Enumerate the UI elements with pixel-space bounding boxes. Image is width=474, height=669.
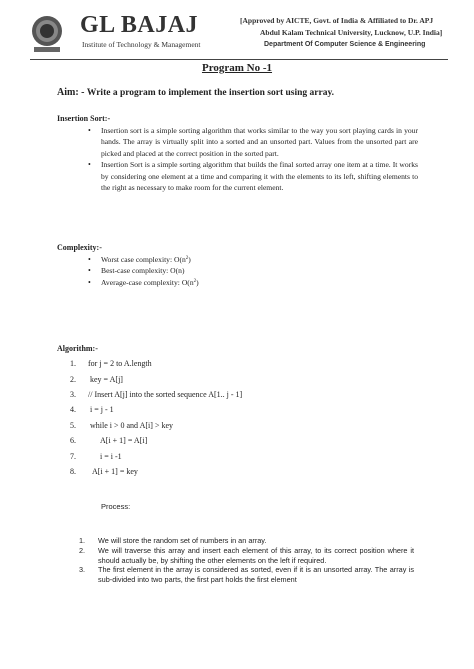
step-number: 4. — [70, 405, 76, 414]
institution-header — [30, 14, 448, 56]
insertion-sort-list — [88, 125, 418, 193]
complexity-close: ) — [196, 277, 199, 287]
step-number: 8. — [70, 467, 76, 476]
bullet-icon: • — [88, 266, 91, 276]
bullet-icon: • — [88, 277, 91, 287]
item-number: 3. — [79, 565, 86, 575]
university-text: Abdul Kalam Technical University, Lucknow, U.P. India] — [260, 28, 443, 37]
complexity-exponent: 2 — [185, 256, 189, 261]
complexity-heading: Complexity:- — [57, 243, 102, 252]
step-text: i = j - 1 — [90, 405, 114, 414]
header-divider — [30, 59, 448, 60]
institute-name: Institute of Technology & Management — [82, 40, 201, 49]
item-number: 2. — [79, 545, 86, 555]
approval-text: [Approved by AICTE, Govt. of India & Affiliated to Dr. APJ — [240, 16, 434, 25]
step-number: 2. — [70, 375, 76, 384]
list-item — [88, 125, 418, 159]
aim-label: Aim — [57, 87, 76, 98]
process-heading: Process: — [101, 502, 131, 511]
complexity-exponent: 2 — [193, 278, 197, 284]
complexity-text: Average-case complexity: O(n — [101, 277, 194, 287]
list-item — [88, 254, 418, 265]
bullet-icon: • — [88, 126, 91, 135]
list-item — [79, 565, 414, 585]
bullet-icon: • — [88, 255, 91, 264]
list-item — [79, 536, 414, 546]
algorithm-heading: Algorithm:- — [57, 344, 98, 353]
aim-text: Write a program to implement the insertion sort using array. — [86, 88, 335, 98]
step-number: 1. — [70, 359, 76, 368]
bullet-text: Insertion sort is a simple sorting algorithm that works similar to the way you sort playing cards in your hands. The array is virtually split into a sorted and an unsorted part. Values from the unsorted part are picked and placed at the correct position in the sorted part. — [101, 126, 418, 158]
complexity-text: Best-case complexity: O(n) — [101, 266, 185, 276]
aim-separator: : - — [75, 87, 85, 98]
program-title: Program No -1 — [201, 62, 273, 74]
step-number: 6. — [70, 436, 76, 445]
item-text: We will traverse this array and insert each element of this array, to its correct position where it should actually be, by shifting the other elements on the left if required. — [98, 545, 414, 565]
institute-brand: GL BAJAJ — [80, 12, 199, 38]
step-number: 5. — [70, 421, 76, 430]
step-text: A[i + 1] = key — [92, 467, 138, 476]
step-text: // Insert A[j] into the sorted sequence A[1.. j - 1] — [88, 390, 243, 399]
step-text: A[i + 1] = A[i] — [100, 436, 148, 445]
bullet-text: Insertion Sort is a simple sorting algorithm that builds the final sorted array one item at a time. It works by considering one element at a time and comparing it with the elements to its left, shifting elements to the right as necessary to make room for the current element. — [101, 160, 418, 193]
item-text: The first element in the array is considered as sorted, even if it is an unsorted array. The array is sub-divided into two parts, the first part holds the first element — [98, 565, 414, 585]
step-number: 7. — [70, 452, 76, 461]
department-name: Department Of Computer Science & Engineering — [264, 41, 426, 48]
process-list — [79, 536, 414, 585]
step-text: while i > 0 and A[i] > key — [90, 421, 174, 430]
aim-statement — [57, 87, 334, 98]
complexity-list — [88, 254, 418, 288]
bullet-icon: • — [88, 160, 91, 170]
list-item — [88, 159, 418, 193]
list-item — [88, 277, 418, 288]
list-item — [88, 265, 418, 276]
step-text: i = i -1 — [100, 452, 122, 461]
step-text: for j = 2 to A.length — [88, 359, 152, 368]
complexity-close: ) — [188, 255, 191, 264]
complexity-text: Worst case complexity: O(n — [101, 255, 186, 264]
list-item — [79, 546, 414, 566]
step-number: 3. — [70, 390, 76, 399]
item-number: 1. — [79, 536, 86, 545]
step-text: key = A[j] — [90, 375, 123, 384]
item-text: We will store the random set of numbers in an array. — [98, 536, 267, 545]
institute-logo-icon — [30, 14, 64, 54]
insertion-sort-heading: Insertion Sort:- — [57, 114, 111, 123]
